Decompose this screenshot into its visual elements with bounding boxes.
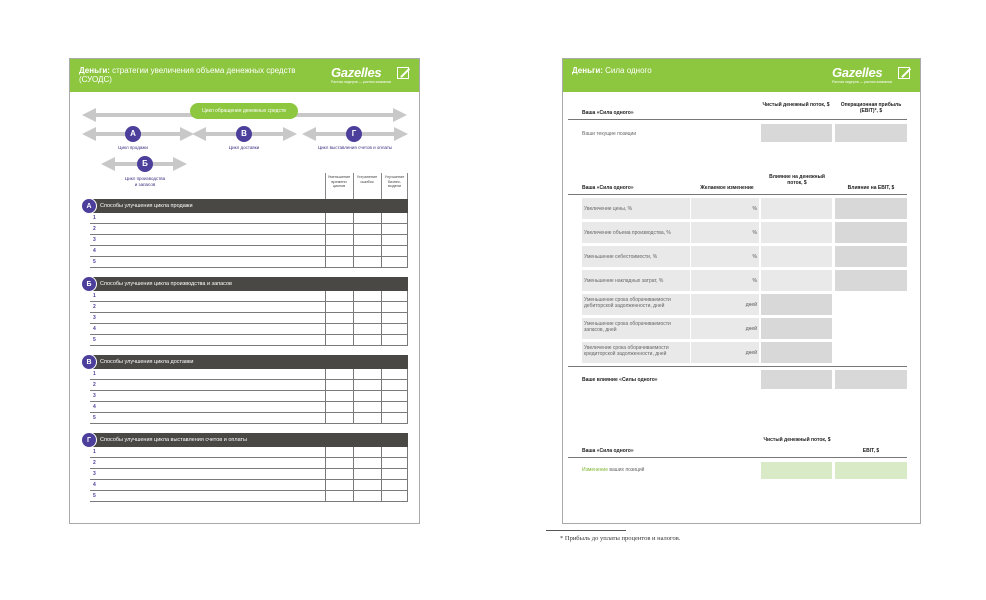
section-title: Способы улучшения цикла производства и запасов: [90, 277, 408, 291]
idea-row[interactable]: [90, 257, 408, 268]
idea-row[interactable]: [90, 246, 408, 257]
cashflow-impact-cell[interactable]: [761, 222, 832, 243]
column-divider: [325, 257, 326, 268]
column-divider: [325, 469, 326, 480]
cashflow-impact-cell[interactable]: [761, 318, 832, 339]
gazelles-logo-mark-icon: [397, 67, 409, 79]
column-divider: [325, 447, 326, 458]
footnote-rule: [546, 530, 626, 531]
column-divider: [353, 469, 354, 480]
arrow-right-icon: [394, 127, 408, 141]
right-worksheet-page: [562, 58, 921, 524]
idea-row[interactable]: [90, 291, 408, 302]
section-badge: Г: [81, 432, 97, 448]
column-header: Улучшение бизнес-модели: [381, 173, 408, 199]
lever-label: Уменьшение срока оборачиваемости запасов, дней: [584, 321, 671, 333]
column-divider: [325, 458, 326, 469]
section-title: Способы улучшения цикла выставления счетов и оплаты: [90, 433, 408, 447]
idea-row[interactable]: [90, 369, 408, 380]
column-divider: [407, 224, 408, 235]
row-number: 4: [93, 326, 96, 332]
column-divider: [353, 391, 354, 402]
table3-rule: [568, 457, 907, 458]
table2-header-ebit: Влияние на EBIT, $: [847, 185, 895, 191]
gazelles-logo-mark-icon: [898, 67, 910, 79]
column-divider: [381, 402, 382, 413]
row-number: 4: [93, 482, 96, 488]
section-badge: Б: [81, 276, 97, 292]
unit-label: дней: [745, 302, 757, 308]
column-divider: [407, 246, 408, 257]
cash-cycle-pill: Цикл обращения денежных средств: [190, 103, 298, 119]
column-divider: [353, 369, 354, 380]
column-divider: [381, 224, 382, 235]
column-divider: [325, 324, 326, 335]
column-divider: [407, 291, 408, 302]
column-divider: [325, 291, 326, 302]
total-ebit-cell[interactable]: [835, 370, 907, 389]
left-page-header: [70, 59, 419, 92]
unit-label: %: [752, 278, 757, 284]
column-divider: [353, 257, 354, 268]
gazelles-logo: Gazelles Растим лидеров — растим компании: [832, 65, 910, 87]
column-divider: [325, 224, 326, 235]
column-divider: [325, 413, 326, 424]
column-divider: [407, 213, 408, 224]
right-page-header: [563, 59, 920, 92]
cashflow-impact-cell[interactable]: [761, 198, 832, 219]
cycle-badge-a: А: [125, 126, 141, 142]
column-divider: [325, 235, 326, 246]
row-number: 3: [93, 393, 96, 399]
lever-label: Увеличение цены, %: [584, 206, 633, 212]
column-divider: [325, 491, 326, 502]
row-number: 5: [93, 415, 96, 421]
table1-header-ebit: Операционная прибыль (EBIT)*, $: [840, 102, 902, 114]
column-divider: [381, 480, 382, 491]
change-ebit-cell[interactable]: [835, 462, 907, 479]
cycle-label-b: Цикл производства и запасов: [124, 176, 166, 187]
column-divider: [407, 369, 408, 380]
table3-row-label: Изменение ваших позиций: [582, 467, 645, 473]
arrow-left-icon: [82, 127, 96, 141]
cycle-label-v: Цикл доставки: [228, 145, 260, 150]
section-title: Способы улучшения цикла доставки: [90, 355, 408, 369]
column-divider: [407, 413, 408, 424]
cashflow-impact-cell[interactable]: [761, 294, 832, 315]
idea-row[interactable]: [90, 413, 408, 424]
ebit-impact-cell[interactable]: [835, 222, 907, 243]
column-divider: [407, 380, 408, 391]
section-badge: А: [81, 198, 97, 214]
row-number: 3: [93, 237, 96, 243]
improvement-section: [81, 277, 408, 347]
column-divider: [381, 302, 382, 313]
row-number: 2: [93, 304, 96, 310]
column-divider: [407, 480, 408, 491]
column-divider: [353, 246, 354, 257]
unit-label: дней: [745, 326, 757, 332]
column-divider: [381, 257, 382, 268]
column-divider: [325, 313, 326, 324]
column-divider: [381, 369, 382, 380]
row-number: 3: [93, 471, 96, 477]
change-cashflow-cell[interactable]: [761, 462, 832, 479]
column-divider: [353, 480, 354, 491]
row-number: 5: [93, 493, 96, 499]
ebit-impact-cell[interactable]: [835, 246, 907, 267]
table2-header-cashflow: Влияние на денежный поток, $: [769, 174, 825, 186]
idea-row[interactable]: [90, 313, 408, 324]
lever-label: Увеличение срока оборачиваемости кредиторской задолженности, дней: [584, 345, 669, 357]
column-divider: [353, 335, 354, 346]
column-header: Уменьшение времени циклов: [325, 173, 352, 199]
column-divider: [381, 324, 382, 335]
row-number: 4: [93, 248, 96, 254]
column-divider: [353, 402, 354, 413]
cycle-badge-g: Г: [346, 126, 362, 142]
row-number: 1: [93, 371, 96, 377]
table1-row-label: Ваши текущие позиции: [582, 131, 637, 137]
table2-total-label: Ваше влияние «Силы одного»: [582, 377, 658, 383]
column-divider: [353, 413, 354, 424]
idea-row[interactable]: [90, 391, 408, 402]
cashflow-impact-cell[interactable]: [761, 270, 832, 291]
row-number: 2: [93, 382, 96, 388]
column-divider: [381, 291, 382, 302]
idea-row[interactable]: [90, 469, 408, 480]
column-divider: [325, 213, 326, 224]
column-divider: [353, 291, 354, 302]
table1-rule: [568, 119, 907, 120]
row-number: 2: [93, 226, 96, 232]
current-cashflow-cell[interactable]: [761, 124, 832, 142]
table3-header-cashflow: Чистый денежный поток, $: [763, 437, 831, 443]
idea-row[interactable]: [90, 335, 408, 346]
column-divider: [353, 224, 354, 235]
ebit-impact-cell[interactable]: [835, 270, 907, 291]
cycle-badge-b: Б: [137, 156, 153, 172]
cashflow-impact-cell[interactable]: [761, 342, 832, 363]
left-worksheet-page: [69, 58, 420, 524]
column-divider: [381, 235, 382, 246]
right-page-title: Деньги: Сила одного: [572, 66, 652, 75]
section-title: Способы улучшения цикла продажи: [90, 199, 408, 213]
row-number: 1: [93, 215, 96, 221]
column-divider: [353, 302, 354, 313]
cycle-label-a: Цикл продажи: [118, 145, 148, 150]
column-divider: [407, 391, 408, 402]
idea-row[interactable]: [90, 302, 408, 313]
arrow-left-icon: [302, 127, 316, 141]
improvement-section: [81, 433, 408, 503]
column-divider: [407, 335, 408, 346]
column-divider: [325, 380, 326, 391]
idea-row[interactable]: [90, 480, 408, 491]
column-divider: [381, 246, 382, 257]
column-divider: [407, 469, 408, 480]
improvement-section: [81, 355, 408, 425]
column-divider: [407, 257, 408, 268]
column-divider: [407, 458, 408, 469]
table2-header-change: Желаемое изменение: [700, 185, 754, 191]
column-divider: [381, 491, 382, 502]
column-divider: [407, 302, 408, 313]
column-divider: [381, 469, 382, 480]
cycle-label-g: Цикл выставления счетов и оплаты: [317, 145, 393, 150]
row-number: 5: [93, 259, 96, 265]
row-number: 3: [93, 315, 96, 321]
row-number: 4: [93, 404, 96, 410]
column-divider: [381, 313, 382, 324]
left-page-title: Деньги: стратегии увеличения объема денежных средств (СУОДС): [79, 66, 296, 84]
idea-row[interactable]: [90, 380, 408, 391]
unit-label: %: [752, 206, 757, 212]
total-cashflow-cell[interactable]: [761, 370, 832, 389]
column-divider: [407, 491, 408, 502]
column-divider: [325, 246, 326, 257]
row-number: 1: [93, 293, 96, 299]
arrow-left-icon: [82, 108, 96, 122]
column-divider: [353, 380, 354, 391]
column-divider: [407, 313, 408, 324]
column-divider: [325, 391, 326, 402]
table3-header-ebit: EBIT, $: [862, 448, 880, 454]
row-number: 1: [93, 449, 96, 455]
lever-label: Уменьшение накладных затрат, %: [584, 278, 664, 284]
row-number: 2: [93, 460, 96, 466]
column-divider: [325, 302, 326, 313]
arrow-right-icon: [283, 127, 297, 141]
column-divider: [407, 447, 408, 458]
cycle-badge-v: В: [236, 126, 252, 142]
column-divider: [407, 235, 408, 246]
column-divider: [407, 402, 408, 413]
ebit-impact-cell[interactable]: [835, 198, 907, 219]
column-divider: [325, 335, 326, 346]
idea-row[interactable]: [90, 402, 408, 413]
improvement-section: [81, 199, 408, 269]
idea-row[interactable]: [90, 324, 408, 335]
column-divider: [353, 491, 354, 502]
footnote: * Прибыль до уплаты процентов и налогов.: [560, 535, 681, 542]
idea-row[interactable]: [90, 224, 408, 235]
table2-rule: [568, 194, 907, 195]
lever-label: Уменьшение срока оборачиваемости дебиторской задолженности, дней: [584, 297, 671, 309]
table1-header-label: Ваша «Сила одного»: [582, 110, 634, 116]
column-divider: [353, 235, 354, 246]
column-divider: [407, 324, 408, 335]
column-divider: [353, 213, 354, 224]
column-divider: [353, 458, 354, 469]
section-badge: В: [81, 354, 97, 370]
arrow-right-icon: [393, 108, 407, 122]
arrow-left-icon: [192, 127, 206, 141]
idea-row[interactable]: [90, 458, 408, 469]
column-divider: [353, 324, 354, 335]
unit-label: %: [752, 230, 757, 236]
table1-header-cashflow: Чистый денежный поток, $: [762, 102, 830, 108]
arrow-right-icon: [173, 157, 187, 171]
unit-label: дней: [745, 350, 757, 356]
column-divider: [381, 458, 382, 469]
improvement-column-headers: [325, 173, 408, 199]
idea-row[interactable]: [90, 491, 408, 502]
table2-header-label: Ваша «Сила одного»: [582, 185, 634, 191]
column-header: Устранение ошибок: [353, 173, 380, 199]
column-divider: [325, 402, 326, 413]
current-ebit-cell[interactable]: [835, 124, 907, 142]
idea-row[interactable]: [90, 447, 408, 458]
column-divider: [381, 213, 382, 224]
column-divider: [353, 313, 354, 324]
table2-bottom-rule: [568, 366, 907, 367]
row-number: 5: [93, 337, 96, 343]
column-divider: [381, 335, 382, 346]
table3-header-label: Ваша «Сила одного»: [582, 448, 634, 454]
lever-label: Увеличение объема производства, %: [584, 230, 671, 236]
cashflow-impact-cell[interactable]: [761, 246, 832, 267]
lever-label: Уменьшение себестоимости, %: [584, 254, 658, 260]
column-divider: [381, 391, 382, 402]
arrow-left-icon: [101, 157, 115, 171]
column-divider: [325, 480, 326, 491]
unit-label: %: [752, 254, 757, 260]
column-divider: [325, 369, 326, 380]
gazelles-logo: Gazelles Растим лидеров — растим компании: [331, 65, 409, 87]
column-divider: [381, 413, 382, 424]
column-divider: [381, 380, 382, 391]
idea-row[interactable]: [90, 213, 408, 224]
column-divider: [353, 447, 354, 458]
idea-row[interactable]: [90, 235, 408, 246]
column-divider: [381, 447, 382, 458]
